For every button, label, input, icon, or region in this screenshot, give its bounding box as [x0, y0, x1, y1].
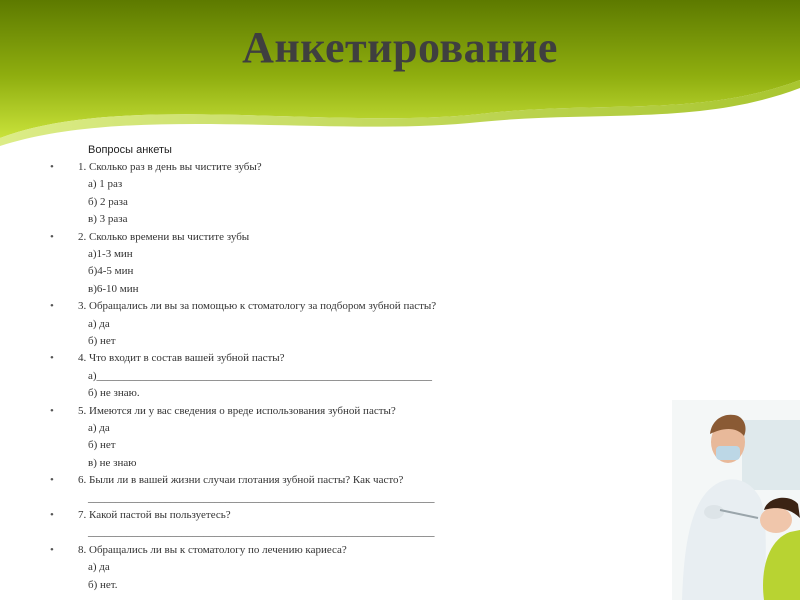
question-item: 5. Имеются ли у вас сведения о вреде использования зубной пасты?: [78, 404, 396, 417]
answer-option: а)_____________________________________________________________: [88, 369, 433, 382]
answer-option: а) да: [88, 317, 110, 330]
bullet-marker: •: [50, 161, 54, 173]
answer-option: б) нет.: [88, 578, 118, 591]
question-item: 2. Сколько времени вы чистите зубы: [78, 230, 250, 243]
section-title: Вопросы анкеты: [88, 144, 172, 156]
question-item: 7. Какой пастой вы пользуетесь?: [78, 509, 231, 521]
bullet-marker: •: [50, 300, 54, 313]
bullet-marker: •: [50, 509, 54, 521]
slide-title: Анкетирование: [242, 23, 558, 72]
answer-option: б) нет: [88, 335, 116, 347]
question-item: 6. Были ли в вашей жизни случаи глотания зубной пасты? Как часто?: [78, 474, 404, 487]
bullet-marker: •: [50, 352, 54, 365]
bullet-marker: •: [50, 404, 54, 417]
header-banner: [0, 0, 800, 160]
answer-option: б) не знаю.: [88, 387, 140, 400]
dentist-photo: [672, 400, 800, 600]
question-item: 8. Обращались ли вы к стоматологу по лечению кариеса?: [78, 543, 347, 556]
question-item: 1. Сколько раз в день вы чистите зубы?: [78, 161, 262, 173]
answer-option: в) не знаю: [88, 456, 137, 469]
answer-option: а) 1 раз: [88, 178, 123, 191]
answer-option: а) да: [88, 422, 110, 434]
answer-option: а) да: [88, 561, 110, 574]
answer-option: а)1-3 мин: [88, 248, 133, 260]
question-item: 3. Обращались ли вы за помощью к стоматологу за подбором зубной пасты?: [78, 300, 437, 313]
answer-option: б) 2 раза: [88, 195, 128, 208]
answer-option: б)4-5 мин: [88, 265, 134, 278]
answer-option: в)6-10 мин: [88, 282, 139, 295]
question-item: 4. Что входит в состав вашей зубной пасты?: [78, 352, 285, 365]
answer-option: _______________________________________________________________: [88, 526, 435, 539]
answer-option: _______________________________________________________________: [88, 491, 435, 504]
bullet-marker: •: [50, 543, 54, 556]
bullet-marker: •: [50, 230, 54, 243]
bullet-marker: •: [50, 474, 54, 487]
answer-option: в) 3 раза: [88, 213, 128, 226]
answer-option: б) нет: [88, 439, 116, 452]
